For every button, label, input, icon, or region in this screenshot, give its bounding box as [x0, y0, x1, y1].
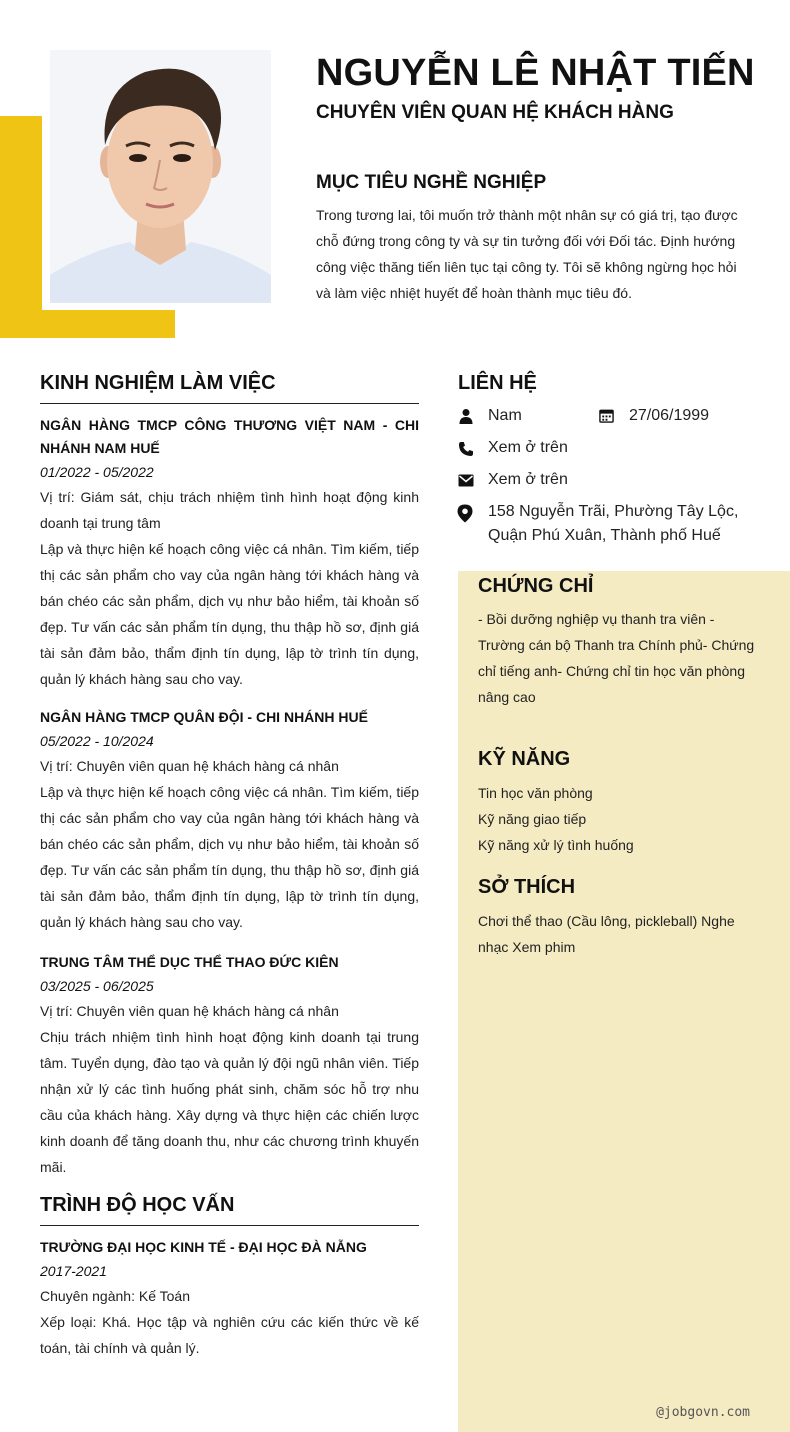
contact-birthday: 27/06/1999 [629, 407, 710, 424]
skills-heading: KỸ NĂNG [478, 748, 571, 770]
job-company: NGÂN HÀNG TMCP CÔNG THƯƠNG VIỆT NAM - CHI NHÁNH NAM HUẾ [40, 417, 419, 456]
job-period: 03/2025 - 06/2025 [40, 978, 154, 994]
hobbies-heading: SỞ THÍCH [478, 876, 576, 898]
contact-gender: Nam [488, 407, 522, 424]
job-description: Lập và thực hiện kế hoạch công việc cá nhân. Tìm kiếm, tiếp thị các sản phẩm cho vay của ngân hàng tới khách hàng và bán chéo các sản phẩm, dịch vụ như bảo hiểm, tài khoản số đẹp. Tư vấn các sản phẩm tín dụng, thu thập hồ sơ, định giá tài sản đảm bảo, thẩm định tín dụng, lập tờ trình tín dụng, quản lý khách hàng sau cho vay. [40, 784, 419, 930]
job-position: Vị trí: Chuyên viên quan hệ khách hàng cá nhân [40, 758, 339, 774]
education-heading: TRÌNH ĐỘ HỌC VẤN [40, 1194, 419, 1226]
accent-bar-vertical [0, 116, 42, 338]
contact-address: 158 Nguyễn Trãi, Phường Tây Lộc, Quận Phú Xuân, Thành phố Huế [488, 503, 739, 544]
skill-item: Kỹ năng xử lý tình huống [478, 837, 634, 853]
skill-item: Tin học văn phòng [478, 785, 593, 801]
experience-item [40, 414, 419, 692]
job-period: 01/2022 - 05/2022 [40, 464, 154, 480]
location-icon [457, 504, 473, 523]
job-description: Chịu trách nhiệm tình hình hoạt động kinh doanh tại trung tâm. Tuyển dụng, đào tạo và quản lý đội ngũ nhân viên. Tiếp nhận xử lý các tình huống phát sinh, chăm sóc hỗ trợ nhu cầu của khách hàng. Xây dựng và thực hiện các chiến lược kinh doanh để tăng doanh thu, như các chương trình khuyến mãi. [40, 1029, 419, 1175]
school-name: TRƯỜNG ĐẠI HỌC KINH TẾ - ĐẠI HỌC ĐÀ NẴNG [40, 1239, 367, 1255]
objective-heading: MỤC TIÊU NGHỀ NGHIỆP [316, 172, 547, 193]
candidate-name: NGUYỄN LÊ NHẬT TIẾN [316, 52, 755, 94]
job-company: NGÂN HÀNG TMCP QUÂN ĐỘI - CHI NHÁNH HUẾ [40, 709, 368, 725]
contact-email: Xem ở trên [488, 471, 568, 488]
certificates-text: - Bồi dưỡng nghiệp vụ thanh tra viên - Trường cán bộ Thanh tra Chính phủ- Chứng chỉ tiếng anh- Chứng chỉ tin học văn phòng nâng cao [478, 611, 755, 705]
accent-bar-horizontal [0, 310, 175, 338]
certificates-heading: CHỨNG CHỈ [478, 575, 594, 597]
job-position: Vị trí: Giám sát, chịu trách nhiệm tình hình hoạt động kinh doanh tại trung tâm [40, 489, 419, 531]
contact-phone: Xem ở trên [488, 439, 568, 456]
experience-heading: KINH NGHIỆM LÀM VIỆC [40, 372, 419, 404]
user-icon [458, 408, 474, 424]
job-company: TRUNG TÂM THỂ DỤC THỂ THAO ĐỨC KIÊN [40, 954, 339, 970]
job-position: Vị trí: Chuyên viên quan hệ khách hàng cá nhân [40, 1003, 339, 1019]
right-panel [458, 571, 790, 1432]
job-description: Lập và thực hiện kế hoạch công việc cá nhân. Tìm kiếm, tiếp thị các sản phẩm cho vay của ngân hàng tới khách hàng và bán chéo các sản phẩm, dịch vụ như bảo hiểm, tài khoản số đẹp. Tư vấn các sản phẩm tín dụng, thu thập hồ sơ, định giá tài sản đảm bảo, thẩm định tín dụng, lập tờ trình tín dụng, quản lý khách hàng sau cho vay. [40, 541, 419, 687]
experience-item [40, 706, 419, 935]
hobbies-text: Chơi thể thao (Cầu lông, pickleball) Nghe nhạc Xem phim [478, 913, 735, 955]
education-major: Chuyên ngành: Kế Toán [40, 1288, 190, 1304]
contact-section [458, 372, 758, 395]
experience-item [40, 951, 419, 1180]
mail-icon [458, 474, 474, 487]
profile-photo [50, 50, 271, 303]
watermark: @jobgovn.com [656, 1405, 750, 1420]
calendar-icon [599, 408, 614, 423]
job-period: 05/2022 - 10/2024 [40, 733, 154, 749]
skill-item: Kỹ năng giao tiếp [478, 811, 587, 827]
candidate-job-title: CHUYÊN VIÊN QUAN HỆ KHÁCH HÀNG [316, 102, 674, 123]
left-column [40, 372, 419, 1361]
contact-heading: LIÊN HỆ [458, 372, 537, 394]
objective-text: Trong tương lai, tôi muốn trở thành một nhân sự có giá trị, tạo được chỗ đứng trong công ty và sự tin tưởng đối với Đối tác. Định hướng công việc thăng tiến liên tục tại công ty. Tôi sẽ không ngừng học hỏi và làm việc nhiệt huyết để hoàn thành mục tiêu đó. [316, 207, 738, 301]
education-period: 2017-2021 [40, 1263, 107, 1279]
phone-icon [458, 441, 474, 457]
education-section [40, 1194, 419, 1361]
education-grade: Xếp loại: Khá. Học tập và nghiên cứu các kiến thức về kế toán, tài chính và quản lý. [40, 1314, 419, 1356]
education-item [40, 1236, 419, 1361]
